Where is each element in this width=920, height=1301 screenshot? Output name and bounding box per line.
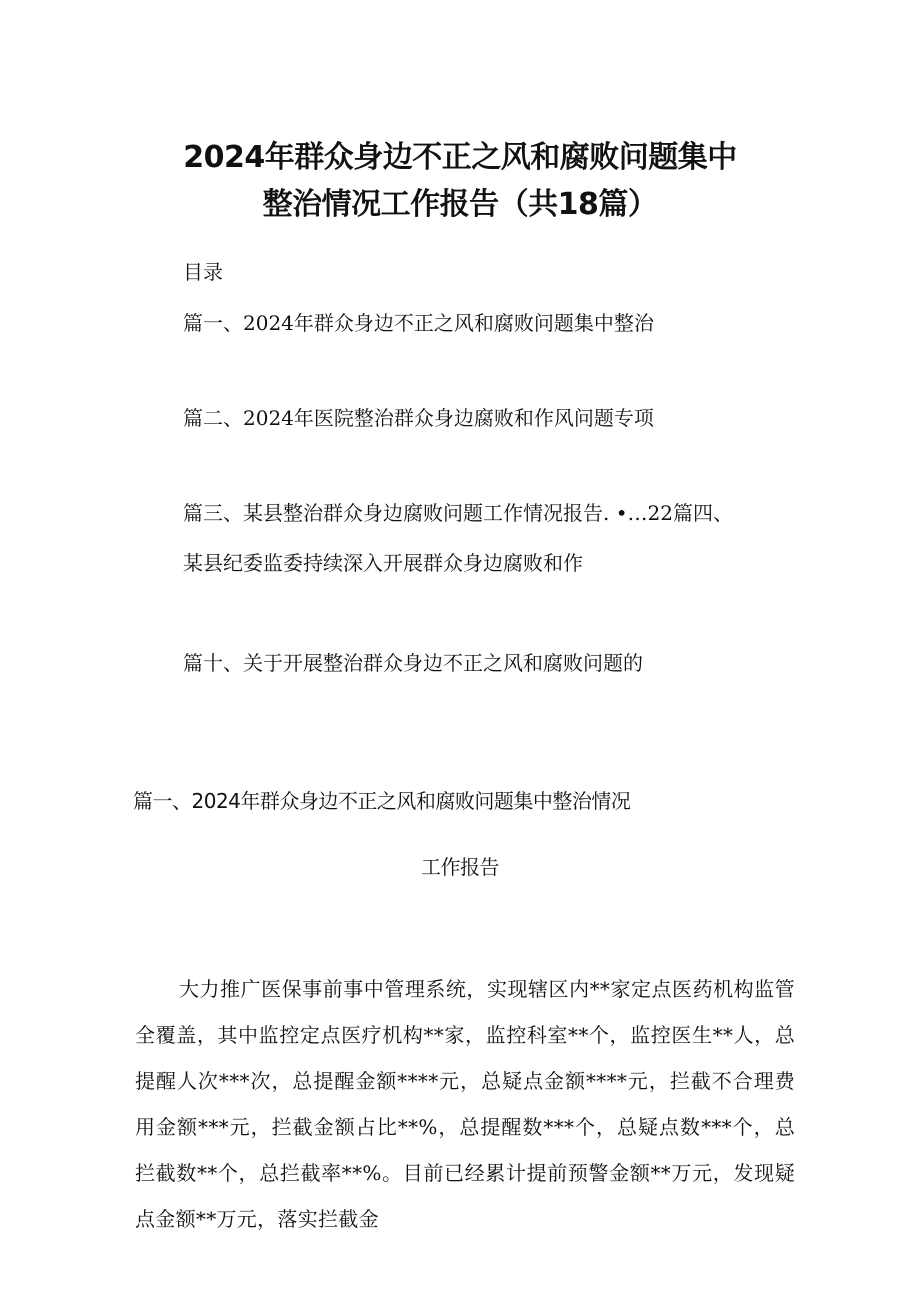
toc-entry-3-line-2: 某县纪委监委持续深入开展群众身边腐败和作 (183, 551, 583, 575)
document-title-line-1: 2024年群众身边不正之风和腐败问题集中 (183, 140, 737, 175)
toc-entry-3-line-1: 篇三、某县整治群众身边腐败问题工作情况报告. •…22篇四、 (183, 501, 733, 525)
toc-entry-2: 篇二、2024年医院整治群众身边腐败和作风问题专项 (183, 406, 654, 430)
section-title-line-1: 篇一、2024年群众身边不正之风和腐败问题集中整治情况 (133, 789, 631, 813)
section-title-line-2: 工作报告 (421, 855, 499, 879)
toc-entry-1: 篇一、2024年群众身边不正之风和腐败问题集中整治 (183, 311, 654, 335)
toc-entry-10: 篇十、关于开展整治群众身边不正之风和腐败问题的 (183, 651, 643, 675)
document-title-line-2: 整治情况工作报告（共18篇） (262, 187, 658, 222)
toc-heading: 目录 (183, 260, 223, 284)
body-paragraph: 大力推广医保事前事中管理系统，实现辖区内**家定点医药机构监管全覆盖，其中监控定点医疗机构**家，监控科室**个，监控医生**人，总提醒人次***次，总提醒金额****元，总疑点金额****元，拦截不合理费用金额***元，拦截金额占比**%，总提醒数***个，总疑点数***个，总拦截数**个，总拦截率**%。目前已经累计提前预警金额**万元，发现疑点金额**万元，落实拦截金 (135, 977, 795, 1231)
